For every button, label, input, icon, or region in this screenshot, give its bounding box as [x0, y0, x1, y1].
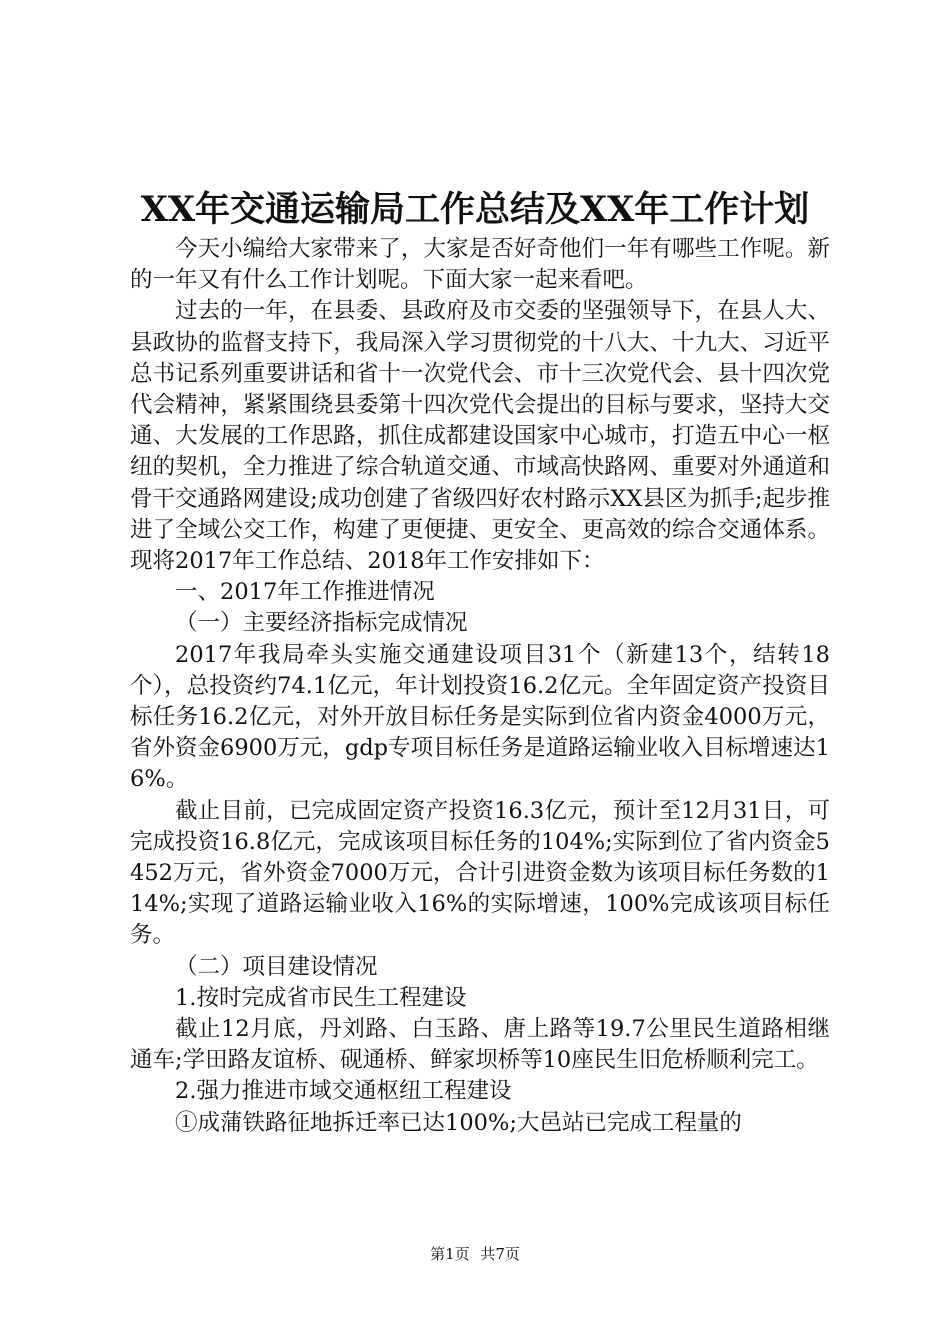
item-heading: 2.强力推进市域交通枢纽工程建设 [175, 1078, 512, 1105]
subsection-heading: （一）主要经济指标完成情况 [175, 610, 468, 637]
page-total: 共7页 [480, 1245, 520, 1263]
summary-paragraph: 过去的一年，在县委、县政府及市交委的坚强领导下，在县人大、县政协的监督支持下，我局深入学习贯彻党的十八大、十九大、习近平总书记系列重要讲话和省十一次党代会、市十三次党代会、县十四次党代会精神，紧紧围绕县委第十四次党代会提出的目标与要求，坚持大交通、大发展的工作思路，抓住成都建设国家中心城市，打造五中心一枢纽的契机，全力推进了综合轨道交通、市域高快路网、重要对外通道和骨干交通路网建设;成功创建了省级四好农村路示XX县区为抓手;起步推进了全域公交工作，构建了更便捷、更安全、更高效的综合交通体系。现将2017年工作总结、2018年工作安排如下： [130, 298, 830, 575]
document-title: XX年交通运输局工作总结及XX年工作计划 [140, 189, 810, 230]
item-heading: 1.按时完成省市民生工程建设 [175, 984, 467, 1011]
document-body [130, 234, 830, 1139]
page-footer [0, 1244, 950, 1264]
progress-paragraph: 截止目前，已完成固定资产投资16.3亿元，预计至12月31日，可完成投资16.8亿元，完成该项目标任务的104%;实际到位了省内资金5452万元，省外资金7000万元，合计引进资金数为该项目标任务数的114%;实现了道路运输业收入16%的实际增速，100%完成该项目标任务。 [130, 797, 830, 949]
section-heading: 一、2017年工作推进情况 [175, 579, 435, 606]
livelihood-paragraph: 截止12月底，丹刘路、白玉路、唐上路等19.7公里民生道路相继通车;学田路友谊桥、砚通桥、鲜家坝桥等10座民生旧危桥顺利完工。 [130, 1016, 830, 1074]
subsection-heading: （二）项目建设情况 [175, 953, 378, 980]
intro-paragraph: 今天小编给大家带来了，大家是否好奇他们一年有哪些工作呢。新的一年又有什么工作计划呢。下面大家一起来看吧。 [130, 236, 830, 294]
page-number: 第1页 [430, 1245, 470, 1263]
indicators-paragraph: 2017年我局牵头实施交通建设项目31个（新建13个，结转18个），总投资约74.1亿元，年计划投资16.2亿元。全年固定资产投资目标任务16.2亿元，对外开放目标任务是实际到位省内资金4000万元，省外资金6900万元，gdp专项目标任务是道路运输业收入目标增速达16%。 [130, 641, 830, 793]
railway-paragraph: ①成蒲铁路征地拆迁率已达100%;大邑站已完成工程量的 [175, 1109, 742, 1136]
